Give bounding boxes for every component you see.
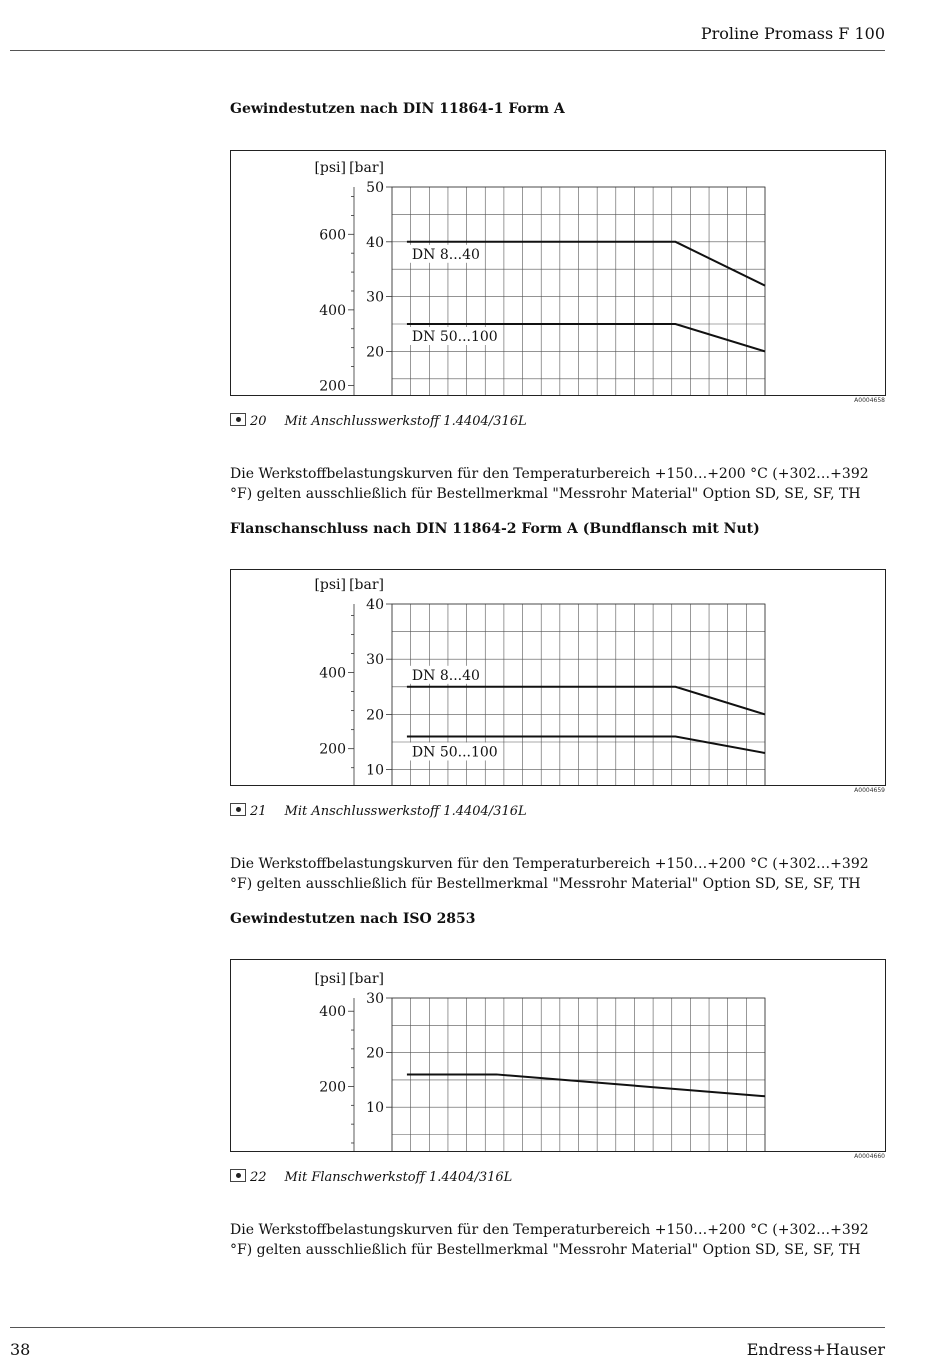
psi-tick-label: 200: [319, 378, 346, 395]
bar-tick-label: 20: [366, 344, 384, 361]
bar-unit-label: [bar]: [349, 160, 384, 176]
psi-tick-label: 200: [319, 741, 346, 758]
bar-tick-label: 50: [366, 180, 384, 196]
bar-tick-label: 40: [366, 597, 384, 613]
caption-text: Mit Anschlusswerkstoff 1.4404/316L: [284, 804, 527, 819]
figure-caption: [230, 803, 527, 819]
series-label: DN 8...40: [411, 246, 480, 263]
section-heading: Flanschanschluss nach DIN 11864-2 Form A (Bundflansch mit Nut): [230, 521, 760, 537]
psi-unit-label: [psi]: [314, 577, 346, 593]
figure-caption: [230, 1169, 512, 1185]
caption-number: 21: [250, 804, 267, 819]
series-label: DN 8...40: [411, 667, 480, 684]
bar-tick-label: 10: [366, 1100, 384, 1117]
pressure-temperature-chart: [231, 151, 885, 395]
bar-tick-label: 30: [366, 289, 384, 306]
caption-number: 22: [250, 1170, 267, 1185]
section-heading: Gewindestutzen nach DIN 11864-1 Form A: [230, 101, 565, 117]
psi-tick-label: 200: [319, 1079, 346, 1096]
figure-id: A0004658: [854, 397, 885, 404]
bar-tick-label: 20: [366, 1045, 384, 1062]
psi-unit-label: [psi]: [314, 160, 346, 176]
series-label: DN 50...100: [411, 329, 498, 345]
figure-id: A0004659: [854, 787, 885, 794]
figure-frame: [230, 569, 886, 786]
bar-tick-label: 10: [366, 762, 384, 779]
section-heading: Gewindestutzen nach ISO 2853: [230, 911, 476, 927]
note-paragraph: Die Werkstoffbelastungskurven für den Temperaturbereich +150…+200 °C (+302…+392 °F) gelten ausschließlich für Bestellmerkmal "Messrohr Material" Option SD, SE, SF, TH: [230, 1222, 869, 1258]
figure-icon: [230, 803, 246, 816]
caption-text: Mit Flanschwerkstoff 1.4404/316L: [284, 1170, 513, 1185]
page-number: 38: [10, 1340, 31, 1359]
note-paragraph: Die Werkstoffbelastungskurven für den Temperaturbereich +150…+200 °C (+302…+392 °F) gelten ausschließlich für Bestellmerkmal "Messrohr Material" Option SD, SE, SF, TH: [230, 466, 869, 502]
header-rule: [10, 50, 885, 51]
figure-frame: [230, 959, 886, 1152]
bar-tick-label: 20: [366, 707, 384, 724]
bar-unit-label: [bar]: [349, 577, 384, 593]
figure-icon: [230, 1169, 246, 1182]
psi-unit-label: [psi]: [314, 971, 346, 987]
pressure-temperature-chart: [231, 960, 885, 1151]
series-line: [407, 1074, 765, 1096]
bar-tick-label: 30: [366, 652, 384, 669]
figure-icon: [230, 413, 246, 426]
bar-unit-label: [bar]: [349, 971, 384, 987]
header-product: Proline Promass F 100: [700, 24, 885, 43]
series-label: DN 50...100: [411, 744, 498, 761]
bar-tick-label: 30: [366, 991, 384, 1007]
psi-tick-label: 400: [319, 1004, 346, 1021]
footer-rule: [10, 1327, 885, 1328]
figure-caption: [230, 413, 527, 429]
note-paragraph: Die Werkstoffbelastungskurven für den Temperaturbereich +150…+200 °C (+302…+392 °F) gelten ausschließlich für Bestellmerkmal "Messrohr Material" Option SD, SE, SF, TH: [230, 856, 869, 892]
figure-frame: [230, 150, 886, 396]
psi-tick-label: 400: [319, 302, 346, 319]
footer-brand: Endress+Hauser: [746, 1340, 885, 1359]
caption-number: 20: [250, 414, 267, 429]
pressure-temperature-chart: [231, 570, 885, 785]
psi-tick-label: 400: [319, 665, 346, 682]
series-line: [407, 687, 765, 715]
bar-tick-label: 40: [366, 234, 384, 251]
figure-id: A0004660: [854, 1153, 885, 1160]
psi-tick-label: 600: [319, 227, 346, 244]
caption-text: Mit Anschlusswerkstoff 1.4404/316L: [284, 414, 527, 429]
